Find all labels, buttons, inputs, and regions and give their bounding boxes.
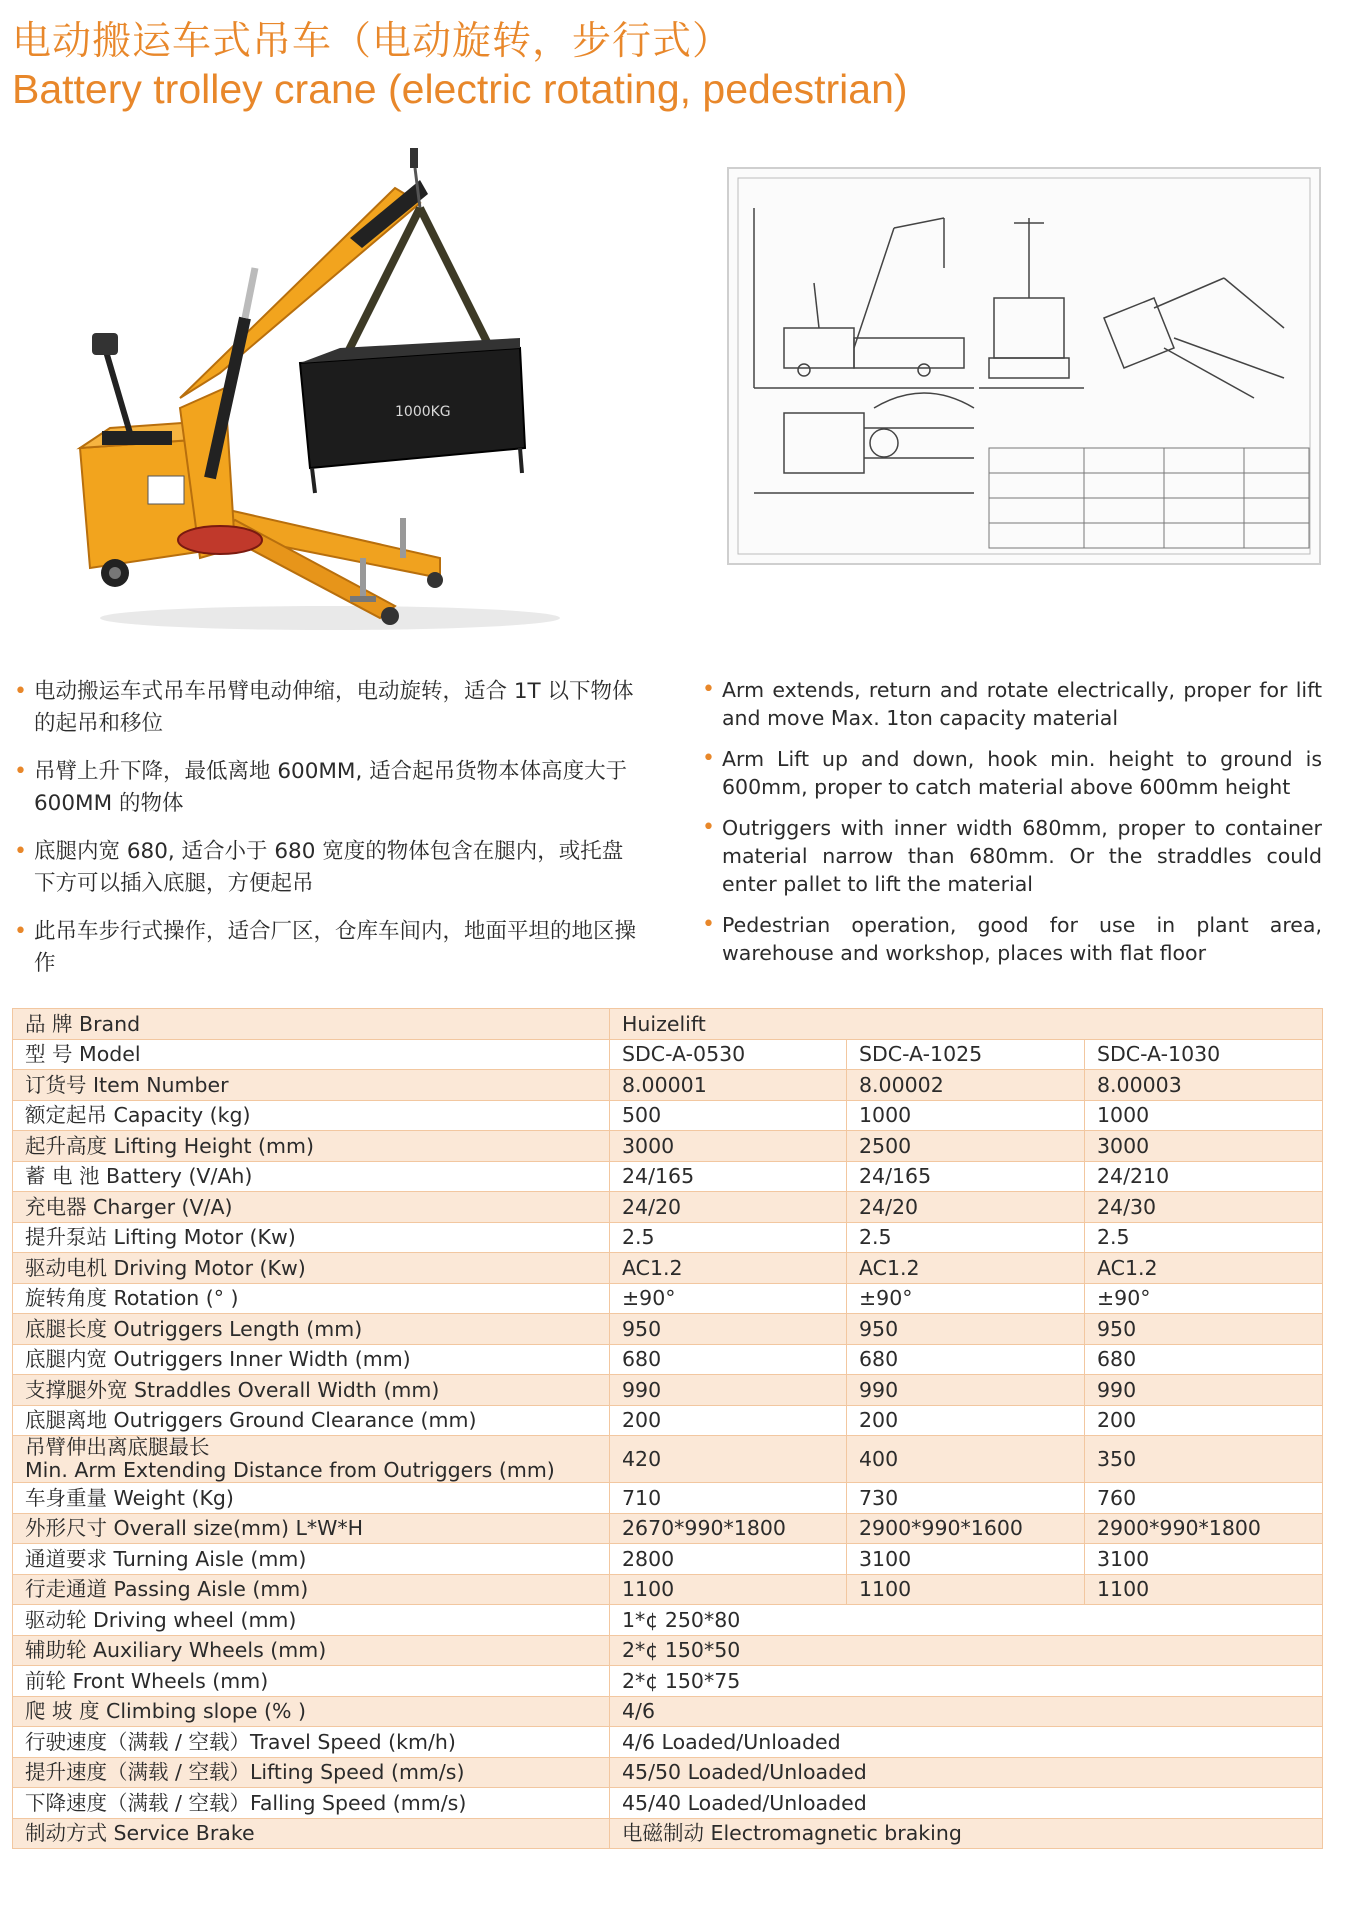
table-row [13, 1788, 1323, 1819]
table-row [13, 1405, 1323, 1436]
spec-value: 680 [610, 1344, 847, 1375]
spec-value: 4/6 Loaded/Unloaded [610, 1727, 1323, 1758]
spec-label: 品 牌 Brand [13, 1009, 610, 1040]
spec-value: 24/165 [610, 1161, 847, 1192]
spec-label: 充电器 Charger (V/A) [13, 1192, 610, 1223]
spec-label: 提升速度（满载 / 空载）Lifting Speed (mm/s) [13, 1757, 610, 1788]
table-row [13, 1436, 1323, 1483]
spec-label: 额定起吊 Capacity (kg) [13, 1100, 610, 1131]
spec-label: 驱动轮 Driving wheel (mm) [13, 1605, 610, 1636]
spec-label: 底腿离地 Outriggers Ground Clearance (mm) [13, 1405, 610, 1436]
spec-value: AC1.2 [1085, 1253, 1323, 1284]
spec-value: 950 [847, 1314, 1085, 1345]
spec-value: 1100 [1085, 1574, 1323, 1605]
spec-label: 旋转角度 Rotation (° ) [13, 1283, 610, 1314]
spec-value: 24/30 [1085, 1192, 1323, 1223]
spec-value: 24/210 [1085, 1161, 1323, 1192]
spec-label: 行驶速度（满载 / 空载）Travel Speed (km/h) [13, 1727, 610, 1758]
spec-value: ±90° [847, 1283, 1085, 1314]
load-crate-label: 1000KG [395, 404, 451, 420]
spec-value: 2670*990*1800 [610, 1513, 847, 1544]
spec-value: 4/6 [610, 1696, 1323, 1727]
spec-value: 2800 [610, 1544, 847, 1575]
spec-value: 400 [847, 1436, 1085, 1483]
spec-value: ±90° [610, 1283, 847, 1314]
spec-label: 起升高度 Lifting Height (mm) [13, 1131, 610, 1162]
spec-value: 8.00003 [1085, 1070, 1323, 1101]
spec-label: 订货号 Item Number [13, 1070, 610, 1101]
spec-value: 2900*990*1800 [1085, 1513, 1323, 1544]
spec-value: 2*¢ 150*50 [610, 1635, 1323, 1666]
spec-value: SDC-A-1025 [847, 1039, 1085, 1070]
spec-value: 350 [1085, 1436, 1323, 1483]
feature-item-cn: • 此吊车步行式操作，适合厂区，仓库车间内，地面平坦的地区操作 [12, 916, 642, 980]
spec-label [13, 1436, 610, 1483]
spec-value: 950 [610, 1314, 847, 1345]
spec-label: 辅助轮 Auxiliary Wheels (mm) [13, 1635, 610, 1666]
spec-value: 200 [847, 1405, 1085, 1436]
spec-value: AC1.2 [610, 1253, 847, 1284]
feature-item-cn: • 吊臂上升下降，最低离地 600MM, 适合起吊货物本体高度大于 600MM 的物体 [12, 756, 642, 820]
spec-value: 990 [847, 1375, 1085, 1406]
table-row-brand [13, 1009, 1323, 1040]
spec-value: 24/165 [847, 1161, 1085, 1192]
feature-item-cn: • 底腿内宽 680, 适合小于 680 宽度的物体包含在腿内，或托盘下方可以插入底腿，方便起吊 [12, 836, 642, 900]
spec-value: AC1.2 [847, 1253, 1085, 1284]
spec-value: 2*¢ 150*75 [610, 1666, 1323, 1697]
spec-value: 680 [847, 1344, 1085, 1375]
spec-label-en: Min. Arm Extending Distance from Outriggers (mm) [25, 1458, 555, 1482]
spec-value: 500 [610, 1100, 847, 1131]
spec-label: 底腿内宽 Outriggers Inner Width (mm) [13, 1344, 610, 1375]
spec-value: 3100 [847, 1544, 1085, 1575]
table-row [13, 1283, 1323, 1314]
spec-value: 45/50 Loaded/Unloaded [610, 1757, 1323, 1788]
table-row [13, 1605, 1323, 1636]
table-row [13, 1696, 1323, 1727]
spec-value: 710 [610, 1483, 847, 1514]
table-row [13, 1100, 1323, 1131]
table-row [13, 1222, 1323, 1253]
spec-value: 680 [1085, 1344, 1323, 1375]
spec-value: SDC-A-0530 [610, 1039, 847, 1070]
spec-value: 990 [1085, 1375, 1323, 1406]
spec-value: 1100 [610, 1574, 847, 1605]
spec-value: 24/20 [610, 1192, 847, 1223]
spec-value: SDC-A-1030 [1085, 1039, 1323, 1070]
spec-value: Huizelift [610, 1009, 1323, 1040]
spec-value: 990 [610, 1375, 847, 1406]
spec-value: 电磁制动 Electromagnetic braking [610, 1818, 1323, 1849]
table-row [13, 1131, 1323, 1162]
feature-list-cn [12, 676, 642, 996]
spec-value: 200 [1085, 1405, 1323, 1436]
spec-label-cn: 吊臂伸出离底腿最长 [25, 1435, 210, 1459]
table-row [13, 1344, 1323, 1375]
table-row [13, 1544, 1323, 1575]
crane-photo [50, 148, 650, 648]
table-row [13, 1818, 1323, 1849]
spec-label: 驱动电机 Driving Motor (Kw) [13, 1253, 610, 1284]
spec-value: 730 [847, 1483, 1085, 1514]
spec-value: 1100 [847, 1574, 1085, 1605]
spec-label: 车身重量 Weight (Kg) [13, 1483, 610, 1514]
feature-item-en: • Arm Lift up and down, hook min. height to ground is 600mm, proper to catch material above 600mm height [700, 745, 1322, 801]
spec-label: 制动方式 Service Brake [13, 1818, 610, 1849]
spec-value: 2900*990*1600 [847, 1513, 1085, 1544]
spec-label: 提升泵站 Lifting Motor (Kw) [13, 1222, 610, 1253]
table-row [13, 1574, 1323, 1605]
feature-item-cn: • 电动搬运车式吊车吊臂电动伸缩，电动旋转，适合 1T 以下物体的起吊和移位 [12, 676, 642, 740]
spec-value: 24/20 [847, 1192, 1085, 1223]
table-row [13, 1375, 1323, 1406]
feature-list-en [700, 676, 1322, 980]
spec-value: 200 [610, 1405, 847, 1436]
spec-label: 下降速度（满载 / 空载）Falling Speed (mm/s) [13, 1788, 610, 1819]
spec-value: 8.00002 [847, 1070, 1085, 1101]
spec-value: 3000 [610, 1131, 847, 1162]
spec-label: 底腿长度 Outriggers Length (mm) [13, 1314, 610, 1345]
spec-value: 420 [610, 1436, 847, 1483]
spec-value: 1000 [1085, 1100, 1323, 1131]
spec-label: 前轮 Front Wheels (mm) [13, 1666, 610, 1697]
technical-drawing [724, 148, 1324, 568]
spec-value: ±90° [1085, 1283, 1323, 1314]
table-row [13, 1513, 1323, 1544]
page-title-cn: 电动搬运车式吊车（电动旋转，步行式） [12, 19, 733, 64]
table-row [13, 1253, 1323, 1284]
table-row [13, 1192, 1323, 1223]
spec-value: 760 [1085, 1483, 1323, 1514]
feature-item-en: • Arm extends, return and rotate electrically, proper for lift and move Max. 1ton capacity material [700, 676, 1322, 732]
spec-value: 3100 [1085, 1544, 1323, 1575]
table-row [13, 1635, 1323, 1666]
table-row [13, 1757, 1323, 1788]
table-row [13, 1070, 1323, 1101]
table-row [13, 1727, 1323, 1758]
spec-value: 8.00001 [610, 1070, 847, 1101]
page-title-en: Battery trolley crane (electric rotating, pedestrian) [12, 66, 908, 112]
spec-label: 通道要求 Turning Aisle (mm) [13, 1544, 610, 1575]
spec-value: 950 [1085, 1314, 1323, 1345]
feature-item-en: • Outriggers with inner width 680mm, proper to container material narrow than 680mm. Or the straddles could enter pallet to lift the material [700, 814, 1322, 898]
spec-value: 1*¢ 250*80 [610, 1605, 1323, 1636]
spec-value: 2.5 [1085, 1222, 1323, 1253]
spec-label: 支撑腿外宽 Straddles Overall Width (mm) [13, 1375, 610, 1406]
table-row [13, 1483, 1323, 1514]
spec-value: 45/40 Loaded/Unloaded [610, 1788, 1323, 1819]
spec-value: 2500 [847, 1131, 1085, 1162]
spec-label: 型 号 Model [13, 1039, 610, 1070]
spec-label: 外形尺寸 Overall size(mm) L*W*H [13, 1513, 610, 1544]
spec-value: 2.5 [847, 1222, 1085, 1253]
feature-item-en: • Pedestrian operation, good for use in plant area, warehouse and workshop, places with flat floor [700, 911, 1322, 967]
table-row [13, 1666, 1323, 1697]
spec-label: 行走通道 Passing Aisle (mm) [13, 1574, 610, 1605]
spec-value: 1000 [847, 1100, 1085, 1131]
spec-value: 3000 [1085, 1131, 1323, 1162]
table-row-model [13, 1039, 1323, 1070]
spec-label: 蓄 电 池 Battery (V/Ah) [13, 1161, 610, 1192]
table-row [13, 1161, 1323, 1192]
spec-value: 2.5 [610, 1222, 847, 1253]
table-row [13, 1314, 1323, 1345]
spec-label: 爬 坡 度 Climbing slope (% ) [13, 1696, 610, 1727]
spec-table [12, 1008, 1323, 1849]
